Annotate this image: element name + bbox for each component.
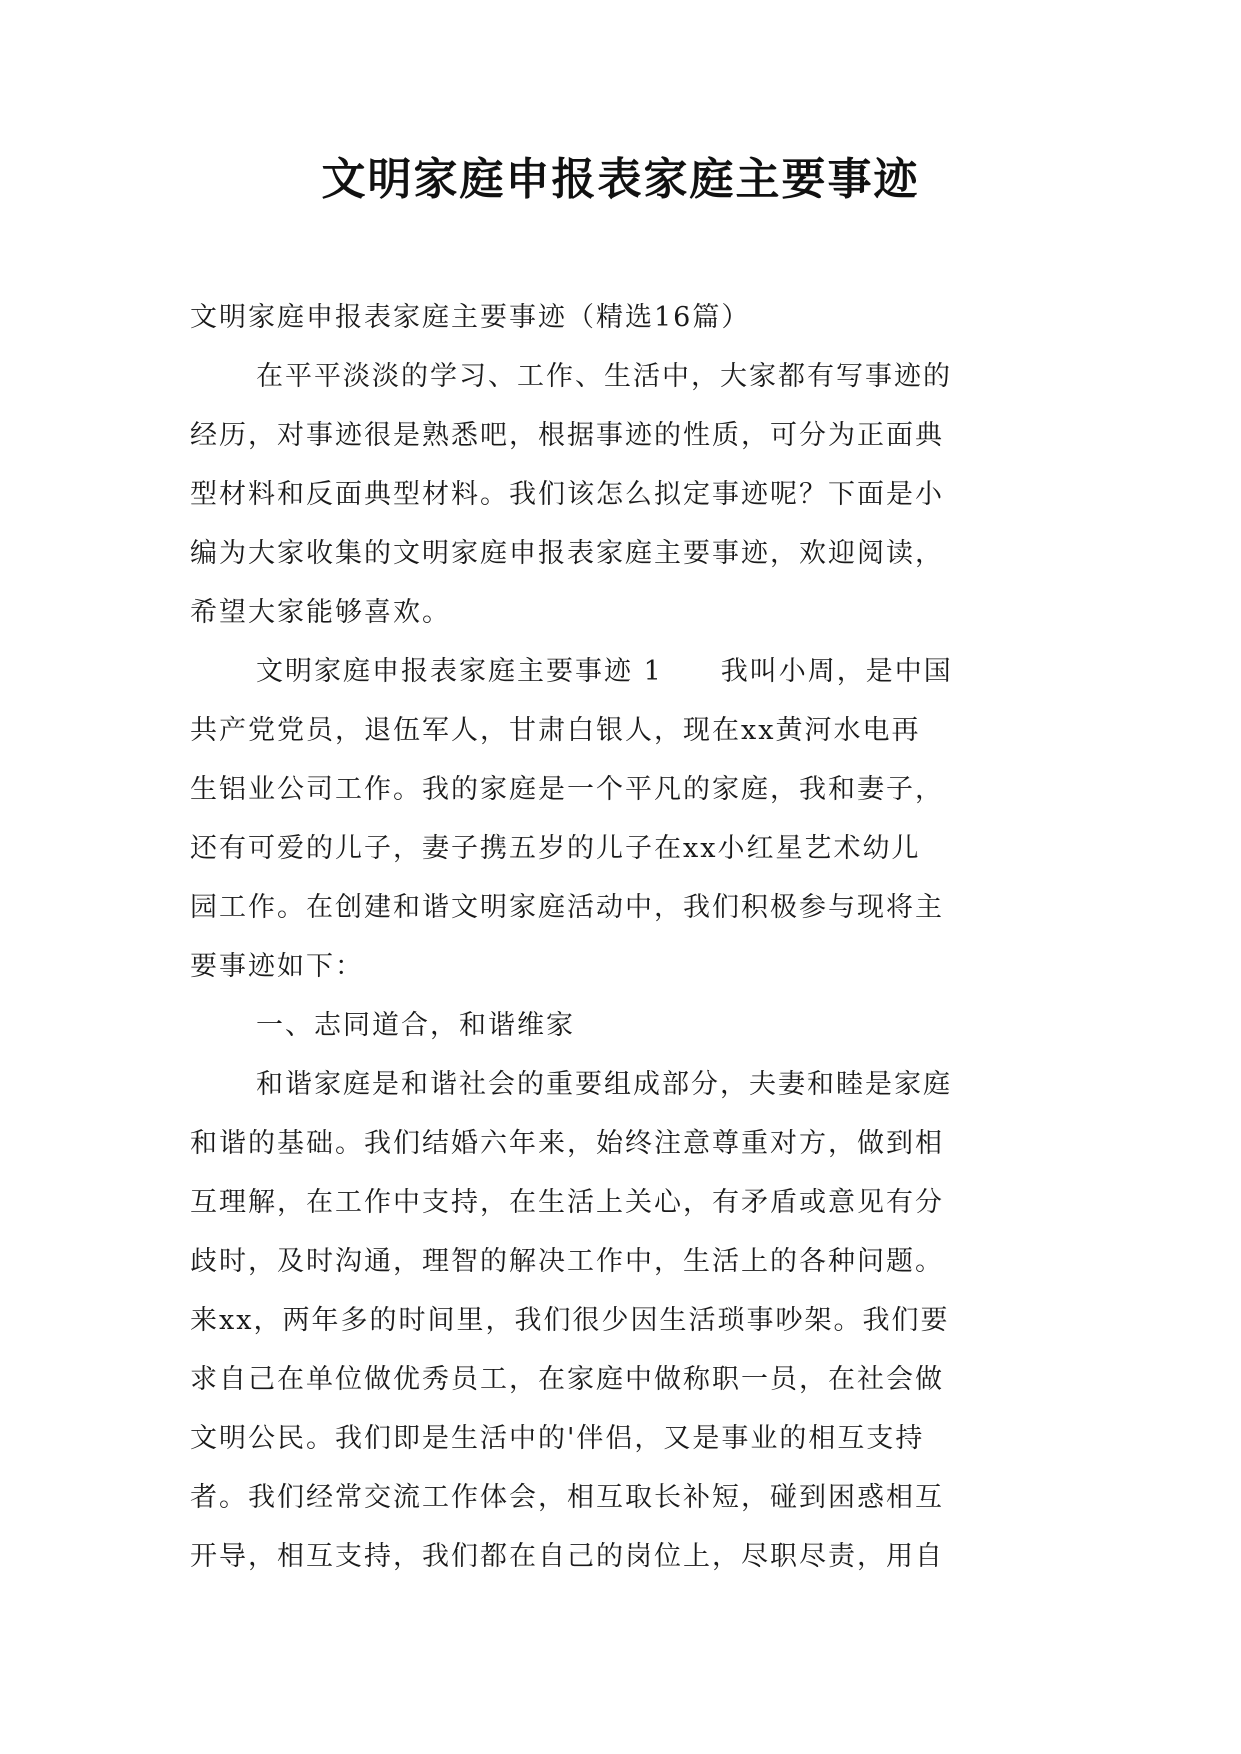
- subtitle-line: 文明家庭申报表家庭主要事迹（精选16篇）: [190, 302, 751, 333]
- paragraph-line: 者。我们经常交流工作体会，相互取长补短，碰到困惑相互: [190, 1482, 944, 1513]
- paragraph-line: 编为大家收集的文明家庭申报表家庭主要事迹，欢迎阅读，: [190, 538, 944, 569]
- paragraph-line: 来xx，两年多的时间里，我们很少因生活琐事吵架。我们要: [190, 1305, 950, 1336]
- paragraph-line: 开导，相互支持，我们都在自己的岗位上，尽职尽责，用自: [190, 1541, 944, 1572]
- paragraph-line: 和谐家庭是和谐社会的重要组成部分，夫妻和睦是家庭: [256, 1069, 952, 1100]
- paragraph-line: 求自己在单位做优秀员工，在家庭中做称职一员，在社会做: [190, 1364, 944, 1395]
- paragraph-line: 园工作。在创建和谐文明家庭活动中，我们积极参与现将主: [190, 892, 944, 923]
- paragraph-line: 还有可爱的儿子，妻子携五岁的儿子在xx小红星艺术幼儿: [190, 833, 921, 864]
- document-body: [190, 288, 1070, 1586]
- section-heading: 一、志同道合，和谐维家: [256, 1010, 575, 1041]
- paragraph-line: 互理解，在工作中支持，在生活上关心，有矛盾或意见有分: [190, 1187, 944, 1218]
- paragraph-line: 要事迹如下：: [190, 951, 364, 982]
- paragraph-line: 和谐的基础。我们结婚六年来，始终注意尊重对方，做到相: [190, 1128, 944, 1159]
- paragraph-line: 文明家庭申报表家庭主要事迹 1 我叫小周，是中国: [256, 656, 953, 687]
- document-title: 文明家庭申报表家庭主要事迹: [321, 154, 920, 205]
- paragraph-line: 文明公民。我们即是生活中的'伴侣，又是事业的相互支持: [190, 1423, 925, 1454]
- paragraph-line: 在平平淡淡的学习、工作、生活中，大家都有写事迹的: [256, 361, 952, 392]
- paragraph-line: 型材料和反面典型材料。我们该怎么拟定事迹呢？下面是小: [190, 479, 944, 510]
- paragraph-line: 生铝业公司工作。我的家庭是一个平凡的家庭，我和妻子，: [190, 774, 944, 805]
- paragraph-line: 经历，对事迹很是熟悉吧，根据事迹的性质，可分为正面典: [190, 420, 944, 451]
- paragraph-line: 共产党党员，退伍军人，甘肃白银人，现在xx黄河水电再: [190, 715, 921, 746]
- paragraph-line: 歧时，及时沟通，理智的解决工作中，生活上的各种问题。: [190, 1246, 944, 1277]
- paragraph-line: 希望大家能够喜欢。: [190, 597, 451, 628]
